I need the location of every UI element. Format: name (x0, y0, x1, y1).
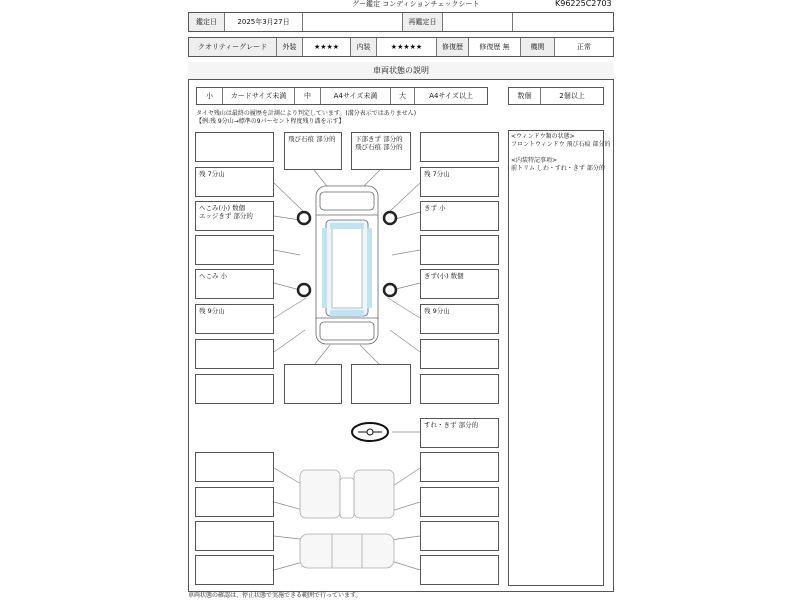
callout-box-interior-right-4 (420, 555, 499, 585)
callout-box-interior-right-1 (420, 452, 499, 482)
callout-box-top-center-right (351, 132, 411, 170)
callout-box-interior-left-1 (195, 452, 274, 482)
interior-rating: ★★★★★ (377, 38, 437, 56)
interior-note: 前トリム しわ・すれ・きず 部分的 (511, 165, 605, 172)
top-center-right-text-2: 飛び石痕 部分的 (355, 143, 403, 151)
callout-box-top-center-left (284, 132, 342, 170)
legend-count-desc: 2個以上 (559, 92, 585, 100)
callout-box-interior-right-3 (420, 521, 499, 551)
window-note: フロントウィンドウ 飛び石痕 部分的 (511, 141, 611, 148)
callout-box-right-2 (420, 235, 499, 265)
callout-box-bottom-center-left (284, 364, 342, 404)
callout-box-left-tire-front (195, 167, 274, 197)
tire-note: タイヤ残山は最終の履歴を計測により判定しています。(溝分表示ではありません) (196, 110, 417, 117)
callout-box-interior-left-4 (195, 555, 274, 585)
legend-medium: 中 (295, 88, 321, 104)
callout-box-interior-left-2 (195, 487, 274, 517)
steering-text: すれ・きず 部分的 (424, 421, 479, 429)
recheck-label: 再鑑定日 (403, 13, 443, 31)
exterior-rating: ★★★★ (303, 38, 351, 56)
date-value: 2025年3月27日 (225, 13, 303, 31)
callout-box-front-left (195, 132, 274, 162)
date-label: 鑑定日 (189, 13, 225, 31)
engine-label: 機関 (521, 38, 555, 56)
window-heading: <ウィンドウ類の状態> (511, 133, 575, 140)
interior-heading: <内装特記事項> (511, 157, 558, 164)
exterior-label: 外装 (277, 38, 303, 56)
repair-value: 修復歴 無 (469, 38, 521, 56)
callout-box-bottom-center-right (351, 364, 411, 404)
legend-small-desc: カードサイズ未満 (223, 88, 295, 104)
callout-box-left-lower (195, 269, 274, 299)
section-title: 車両状態の説明 (188, 62, 614, 80)
callout-box-right-3 (420, 339, 499, 369)
callout-box-left-2 (195, 235, 274, 265)
right-mid-text: きず 小 (424, 204, 446, 212)
right-tire-rear-text: 残 9分山 (424, 307, 450, 315)
callout-box-right-tire-rear (420, 304, 499, 334)
callout-box-interior-left-3 (195, 521, 274, 551)
top-center-left-text: 飛び石痕 部分的 (288, 135, 336, 143)
sheet-id: K96225C2703 (555, 0, 612, 8)
callout-box-left-3 (195, 339, 274, 369)
left-mid-text-1: へこみ(小) 数個 (199, 204, 246, 212)
grade-label: クオリティーグレード (189, 38, 277, 56)
callout-box-steering (420, 418, 499, 448)
tire-example: 【例:残 9分山→標準の9パーセント程度残り溝を示す】 (196, 118, 345, 125)
right-lower-text: きず(小) 数個 (424, 272, 464, 280)
callout-box-right-lower (420, 269, 499, 299)
legend-medium-desc: A4サイズ未満 (321, 88, 391, 104)
callout-box-right-tire-front (420, 167, 499, 197)
left-tire-rear-text: 残 9分山 (199, 307, 225, 315)
left-mid-text-2: エッジきず 部分的 (199, 212, 253, 220)
right-tire-front-text: 残 7分山 (424, 170, 450, 178)
top-center-right-text-1: 下部きず 部分的 (355, 135, 403, 143)
footer-note: 車両状態の確認は、停止状態で実施できる範囲で行っています。 (188, 592, 362, 599)
repair-label: 修復歴 (437, 38, 469, 56)
legend-large-desc: A4サイズ以上 (429, 92, 473, 100)
callout-box-right-mid (420, 201, 499, 231)
callout-box-interior-right-2 (420, 487, 499, 517)
interior-label: 内装 (351, 38, 377, 56)
legend-count: 数個 (509, 88, 541, 104)
left-tire-front-text: 残 7分山 (199, 170, 225, 178)
callout-box-left-tire-rear (195, 304, 274, 334)
callout-box-left-4 (195, 374, 274, 404)
legend-small: 小 (197, 88, 223, 104)
legend-large: 大 (391, 88, 415, 104)
document-title: グー鑑定 コンディションチェックシート (352, 0, 480, 8)
engine-value: 正常 (577, 43, 591, 51)
left-lower-text: へこみ 小 (199, 272, 228, 280)
callout-box-left-mid (195, 201, 274, 231)
callout-box-right-4 (420, 374, 499, 404)
callout-box-front-right (420, 132, 499, 162)
